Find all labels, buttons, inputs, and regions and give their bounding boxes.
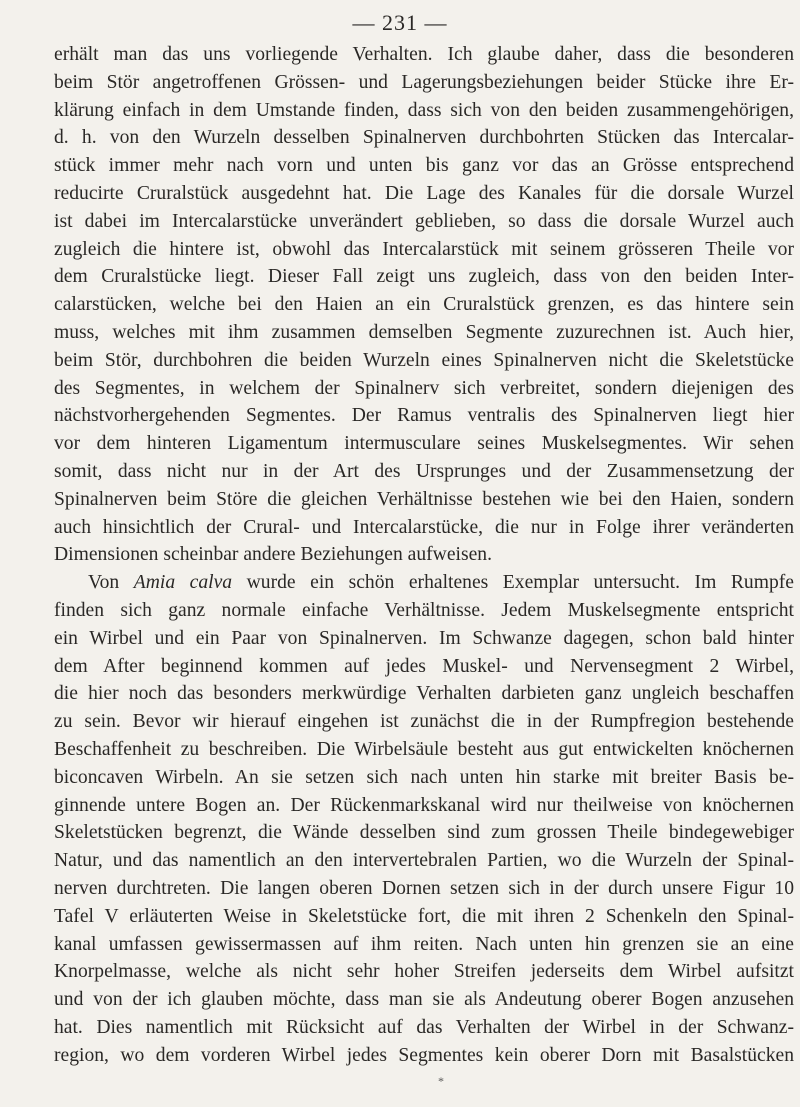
body-text	[54, 41, 794, 1069]
text-line: dem Cruralstücke liegt. Dieser Fall zeigt uns zugleich, dass von den beiden Inter-	[54, 266, 794, 288]
text-fragment: Von	[88, 572, 134, 594]
text-line: nerven durchtreten. Die langen oberen Dornen setzen sich in der durch unsere Figur 10	[54, 877, 794, 899]
text-line: calarstücken, welche bei den Haien an ein Cruralstück grenzen, es das hintere sein	[54, 294, 794, 316]
text-fragment: wurde ein schön erhaltenes Exemplar untersucht. Im Rumpfe	[232, 572, 794, 594]
paragraph-first-line	[54, 569, 794, 597]
text-line: klärung einfach in dem Umstande finden, dass sich von den beiden zusammengehörigen,	[54, 99, 794, 121]
text-line: Beschaffenheit zu beschreiben. Die Wirbelsäule besteht aus gut entwickelten knöchernen	[54, 738, 794, 760]
text-line: Dimensionen scheinbar andere Beziehungen aufweisen.	[54, 544, 492, 566]
footer-mark: *	[438, 1074, 444, 1088]
text-line: Spinalnerven beim Störe die gleichen Verhältnisse bestehen wie bei den Haien, sondern	[54, 488, 794, 510]
species-name: Amia calva	[133, 572, 233, 594]
text-line: ein Wirbel und ein Paar von Spinalnerven. Im Schwanze dagegen, schon bald hinter	[54, 627, 794, 649]
text-line: reducirte Cruralstück ausgedehnt hat. Die Lage des Kanales für die dorsale Wurzel	[54, 182, 794, 204]
text-line: hat. Dies namentlich mit Rücksicht auf das Verhalten der Wirbel in der Schwanz-	[54, 1016, 794, 1038]
text-line: somit, dass nicht nur in der Art des Ursprunges und der Zusammensetzung der	[54, 460, 794, 482]
text-line: d. h. von den Wurzeln desselben Spinalnerven durchbohrten Stücken das Intercalar-	[54, 127, 794, 149]
text-line: ginnende untere Bogen an. Der Rückenmarkskanal wird nur theilweise von knöchernen	[54, 794, 794, 816]
text-line: auch hinsichtlich der Crural- und Intercalarstücke, die nur in Folge ihrer veränderten	[54, 516, 794, 538]
text-line: dem After beginnend kommen auf jedes Muskel- und Nervensegment 2 Wirbel,	[54, 655, 794, 677]
text-line: vor dem hinteren Ligamentum intermusculare seines Muskelsegmentes. Wir sehen	[54, 433, 794, 455]
text-line: zu sein. Bevor wir hierauf eingehen ist zunächst die in der Rumpfregion bestehende	[54, 711, 794, 733]
text-line: kanal umfassen gewissermassen auf ihm reiten. Nach unten hin grenzen sie an eine	[54, 933, 794, 955]
text-line: muss, welches mit ihm zusammen demselben Segmente zuzurechnen ist. Auch hier,	[54, 321, 794, 343]
text-line: region, wo dem vorderen Wirbel jedes Segmentes kein oberer Dorn mit Basalstücken	[54, 1044, 794, 1066]
text-line: biconcaven Wirbeln. An sie setzen sich nach unten hin starke mit breiter Basis be-	[54, 766, 794, 788]
text-line: stück immer mehr nach vorn und unten bis ganz vor das an Grösse entsprechend	[54, 155, 794, 177]
text-line: beim Stör angetroffenen Grössen- und Lagerungsbeziehungen beider Stücke ihre Er-	[54, 71, 794, 93]
text-line: Skeletstücken begrenzt, die Wände desselben sind zum grossen Theile bindegewebiger	[54, 822, 794, 844]
text-line: Natur, und das namentlich an den intervertebralen Partien, wo die Wurzeln der Spinal-	[54, 850, 794, 872]
text-line: zugleich die hintere ist, obwohl das Intercalarstück mit seinem grösseren Theile vor	[54, 238, 794, 260]
text-line: Knorpelmasse, welche als nicht sehr hoher Streifen jederseits dem Wirbel aufsitzt	[54, 961, 794, 983]
text-line: ist dabei im Intercalarstücke unverändert geblieben, so dass die dorsale Wurzel auch	[54, 210, 794, 232]
text-line: des Segmentes, in welchem der Spinalnerv sich verbreitet, sondern diejenigen des	[54, 377, 794, 399]
text-line: finden sich ganz normale einfache Verhältnisse. Jedem Muskelsegmente entspricht	[54, 599, 794, 621]
page-number: — 231 —	[352, 10, 448, 35]
text-line: und von der ich glauben möchte, dass man sie als Andeutung oberer Bogen anzusehen	[54, 989, 794, 1011]
text-line: die hier noch das besonders merkwürdige Verhalten darbieten ganz ungleich beschaffen	[54, 683, 794, 705]
text-line: nächstvorhergehenden Segmentes. Der Ramus ventralis des Spinalnerven liegt hier	[54, 405, 794, 427]
text-line: beim Stör, durchbohren die beiden Wurzeln eines Spinalnerven nicht die Skeletstücke	[54, 349, 794, 371]
text-line: Tafel V erläuterten Weise in Skeletstücke fort, die mit ihren 2 Schenkeln den Spinal-	[54, 905, 794, 927]
text-line: erhält man das uns vorliegende Verhalten. Ich glaube daher, dass die besonderen	[54, 44, 794, 65]
